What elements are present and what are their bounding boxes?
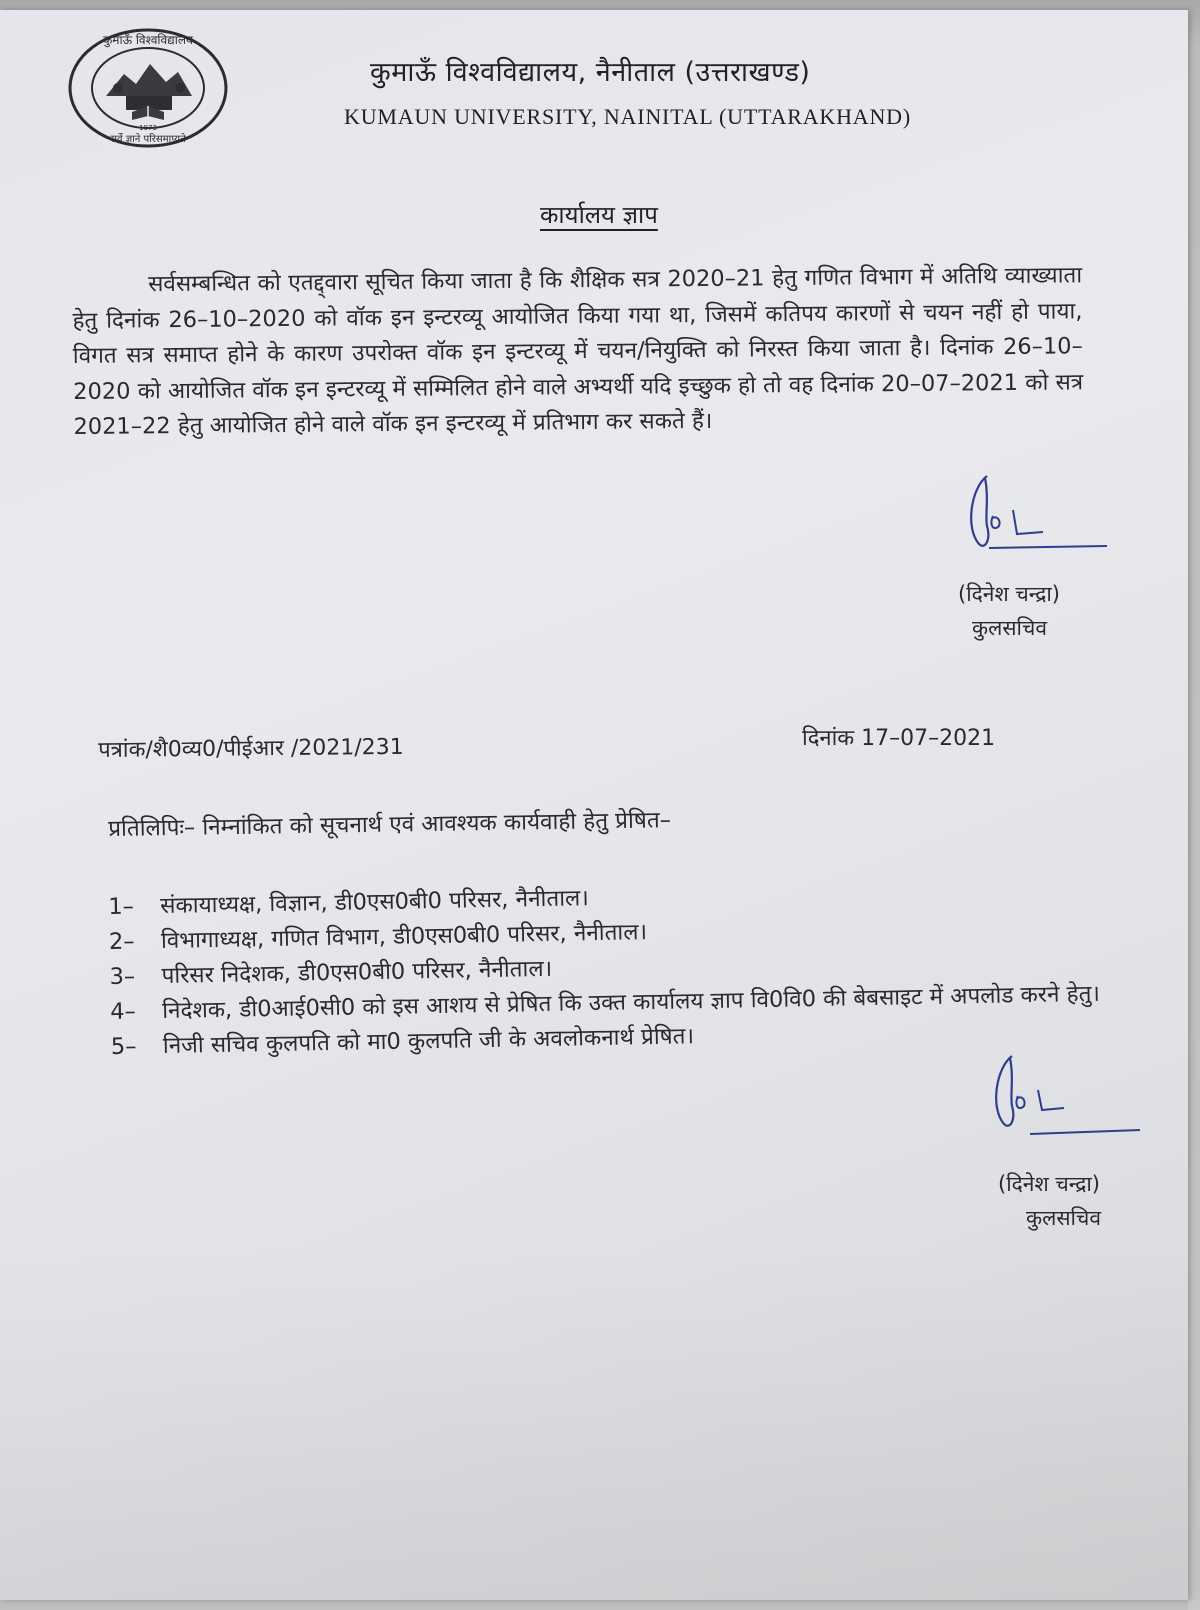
signature-mark [990, 1048, 1150, 1138]
list-item-text: निदेशक, डी0आई0सी0 को इस आशय से प्रेषित कि उक्त कार्यालय ज्ञाप वि0वि0 की बेबसाइट में अपलोड करने हेतु। [161, 980, 1101, 1025]
signature-mark [965, 468, 1125, 558]
seal-year: 1973 [139, 124, 157, 132]
memo-title: कार्यालय ज्ञाप [540, 201, 658, 229]
paper-shadow [0, 1240, 1188, 1610]
university-name-hindi: कुमाऊँ विश्वविद्यालय, नैनीताल (उत्तराखण्ड) [370, 57, 811, 88]
list-item-text: विभागाध्यक्ष, गणित विभाग, डी0एस0बी0 परिसर, नैनीताल। [160, 919, 648, 955]
university-seal-logo [66, 26, 230, 150]
signatory-name: (दिनेश चन्द्रा) [998, 1172, 1100, 1196]
list-item-text: परिसर निदेशक, डी0एस0बी0 परिसर, नैनीताल। [161, 955, 553, 990]
signatory-designation: कुलसचिव [972, 616, 1048, 640]
list-item-number: 1– [108, 893, 135, 920]
university-name-english: KUMAUN UNIVERSITY, NAINITAL (UTTARAKHAND) [344, 104, 911, 129]
seal-name-text: कुमाऊँ विश्वविद्यालय [103, 33, 193, 47]
list-item-number: 2– [108, 928, 135, 955]
copy-to-heading: प्रतिलिपिः– निम्नांकित को सूचनार्थ एवं आवश्यक कार्यवाही हेतु प्रेषित– [108, 807, 672, 842]
copy-to-list [108, 871, 1141, 1065]
signatory-name: (दिनेश चन्द्रा) [958, 582, 1060, 606]
signatory-designation: कुलसचिव [1026, 1206, 1102, 1230]
dispatch-date: दिनांक 17–07–2021 [802, 726, 996, 751]
reference-number: पत्रांक/शै0व्य0/पीईआर /2021/231 [98, 734, 404, 763]
list-item-number: 5– [110, 1033, 137, 1060]
list-item-text: संकायाध्यक्ष, विज्ञान, डी0एस0बी0 परिसर, नैनीताल। [160, 885, 590, 920]
list-item-number: 4– [109, 998, 137, 1025]
list-item-text: निजी सचिव कुलपति को मा0 कुलपति जी के अवलोकनार्थ प्रेषित। [162, 1023, 695, 1060]
memo-body: सर्वसम्बन्धित को एतद्द्वारा सूचित किया जाता है कि शैक्षिक सत्र 2020–21 हेतु गणित विभाग में अतिथि व्याख्याता हेतु दिनांक 26–10–2020 को वॉक इन इन्टरव्यू आयोजित किया गया था, जिसमें कतिपय कारणों से चयन नहीं हो पाया, विगत सत्र समाप्त होने के कारण उपरोक्त वॉक इन इन्टरव्यू में चयन/नियुक्ति को निरस्त किया जाता है। दिनांक 26–10–2020 को आयोजित वॉक इन इन्टरव्यू में सम्मिलित होने वाले अभ्यर्थी यदि इच्छुक हो तो वह दिनांक 20–07–2021 को सत्र 2021–22 हेतु आयोजित होने वाले वॉक इन इन्टरव्यू में प्रतिभाग कर सकते हैं। [72, 262, 1084, 440]
list-item-number: 3– [109, 963, 136, 990]
seal-motto-text: सर्वे ज्ञाने परिसमाप्यते [110, 134, 186, 145]
